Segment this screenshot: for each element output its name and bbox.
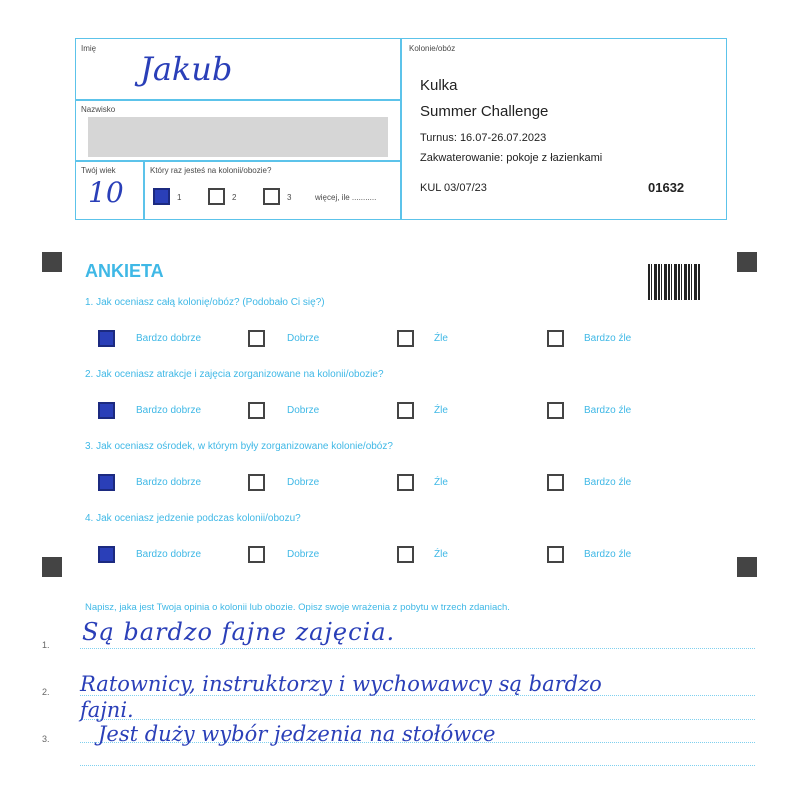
q3-option-dobrze-checkbox[interactable]	[248, 474, 265, 491]
q3-option-bardzo-dobrze-checkbox[interactable]	[98, 474, 115, 491]
age-label: Twój wiek	[81, 166, 116, 175]
name-value[interactable]: Jakub	[140, 50, 233, 88]
q1-option-zle-checkbox[interactable]	[397, 330, 414, 347]
times-option-1: 1	[177, 193, 182, 202]
opinion-prompt: Napisz, jaka jest Twoja opinia o kolonii lub obozie. Opisz swoje wrażenia z pobytu w trzech zdaniach.	[85, 602, 510, 613]
surname-redaction	[88, 117, 388, 157]
q1-option-bardzo-zle-checkbox[interactable]	[547, 330, 564, 347]
answer-text-1[interactable]: Są bardzo fajne zajęcia.	[82, 618, 396, 646]
camp-accommodation: Zakwaterowanie: pokoje z łazienkami	[420, 152, 603, 164]
registration-marker-top-right	[737, 252, 757, 272]
age-divider	[143, 160, 145, 219]
q3-option-bardzo-zle: Bardzo źle	[584, 477, 632, 488]
q1-option-zle: Źle	[434, 333, 448, 344]
answer-line-3	[80, 719, 755, 720]
header-divider-1	[75, 99, 401, 101]
times-checkbox-3[interactable]	[263, 188, 280, 205]
q1-option-bardzo-zle: Bardzo źle	[584, 333, 632, 344]
camp-code: KUL 03/07/23	[420, 182, 487, 194]
answer-line-1	[80, 648, 755, 649]
q1-option-dobrze-checkbox[interactable]	[248, 330, 265, 347]
line-number-3: 3.	[42, 734, 50, 744]
q4-option-bardzo-dobrze: Bardzo dobrze	[136, 549, 202, 560]
times-option-2: 2	[232, 193, 237, 202]
q3-option-zle: Źle	[434, 477, 448, 488]
q3-option-dobrze: Dobrze	[287, 477, 320, 488]
registration-marker-top-left	[42, 252, 62, 272]
q3-option-zle-checkbox[interactable]	[397, 474, 414, 491]
header-divider-vertical	[400, 38, 402, 219]
surname-label: Nazwisko	[81, 105, 116, 114]
times-label: Który raz jesteś na kolonii/obozie?	[150, 166, 272, 175]
times-option-3: 3	[287, 193, 292, 202]
q2-option-zle: Źle	[434, 405, 448, 416]
camp-turnus: Turnus: 16.07-26.07.2023	[420, 132, 547, 144]
camp-name: Kulka	[420, 77, 458, 94]
q4-option-dobrze: Dobrze	[287, 549, 320, 560]
question-1: 1. Jak oceniasz całą kolonię/obóz? (Podobało Ci się?)	[85, 297, 325, 308]
question-2: 2. Jak oceniasz atrakcje i zajęcia zorganizowane na kolonii/obozie?	[85, 369, 384, 380]
q1-option-bardzo-dobrze: Bardzo dobrze	[136, 333, 202, 344]
q4-option-bardzo-zle: Bardzo źle	[584, 549, 632, 560]
q2-option-bardzo-zle: Bardzo źle	[584, 405, 632, 416]
q4-option-dobrze-checkbox[interactable]	[248, 546, 265, 563]
registration-marker-mid-right	[737, 557, 757, 577]
q2-option-bardzo-dobrze-checkbox[interactable]	[98, 402, 115, 419]
q1-option-dobrze: Dobrze	[287, 333, 320, 344]
age-value[interactable]: 10	[88, 176, 124, 209]
question-3: 3. Jak oceniasz ośrodek, w którym były zorganizowane kolonie/obóz?	[85, 441, 393, 452]
q2-option-bardzo-dobrze: Bardzo dobrze	[136, 405, 202, 416]
times-more: więcej, ile ...........	[315, 193, 377, 202]
barcode	[648, 264, 700, 300]
q4-option-bardzo-zle-checkbox[interactable]	[547, 546, 564, 563]
survey-title: ANKIETA	[85, 261, 164, 281]
q2-option-bardzo-zle-checkbox[interactable]	[547, 402, 564, 419]
camp-subtitle: Summer Challenge	[420, 103, 549, 120]
line-number-2: 2.	[42, 687, 50, 697]
q3-option-bardzo-dobrze: Bardzo dobrze	[136, 477, 202, 488]
q2-option-zle-checkbox[interactable]	[397, 402, 414, 419]
line-number-1: 1.	[42, 640, 50, 650]
header-divider-2	[75, 160, 401, 162]
q4-option-zle-checkbox[interactable]	[397, 546, 414, 563]
q3-option-bardzo-zle-checkbox[interactable]	[547, 474, 564, 491]
answer-text-2a[interactable]: Ratownicy, instruktorzy i wychowawcy są bardzo	[80, 672, 602, 696]
registration-marker-mid-left	[42, 557, 62, 577]
camp-label: Kolonie/obóz	[409, 44, 456, 53]
q4-option-bardzo-dobrze-checkbox[interactable]	[98, 546, 115, 563]
times-checkbox-2[interactable]	[208, 188, 225, 205]
answer-line-5	[80, 765, 755, 766]
times-checkbox-1[interactable]	[153, 188, 170, 205]
camp-number: 01632	[648, 180, 685, 195]
question-4: 4. Jak oceniasz jedzenie podczas kolonii/obozu?	[85, 513, 301, 524]
answer-text-2b[interactable]: fajni.	[80, 698, 134, 722]
q2-option-dobrze: Dobrze	[287, 405, 320, 416]
answer-text-3[interactable]: Jest duży wybór jedzenia na stołówce	[98, 722, 496, 746]
q4-option-zle: Źle	[434, 549, 448, 560]
q1-option-bardzo-dobrze-checkbox[interactable]	[98, 330, 115, 347]
name-label: Imię	[81, 44, 97, 53]
q2-option-dobrze-checkbox[interactable]	[248, 402, 265, 419]
